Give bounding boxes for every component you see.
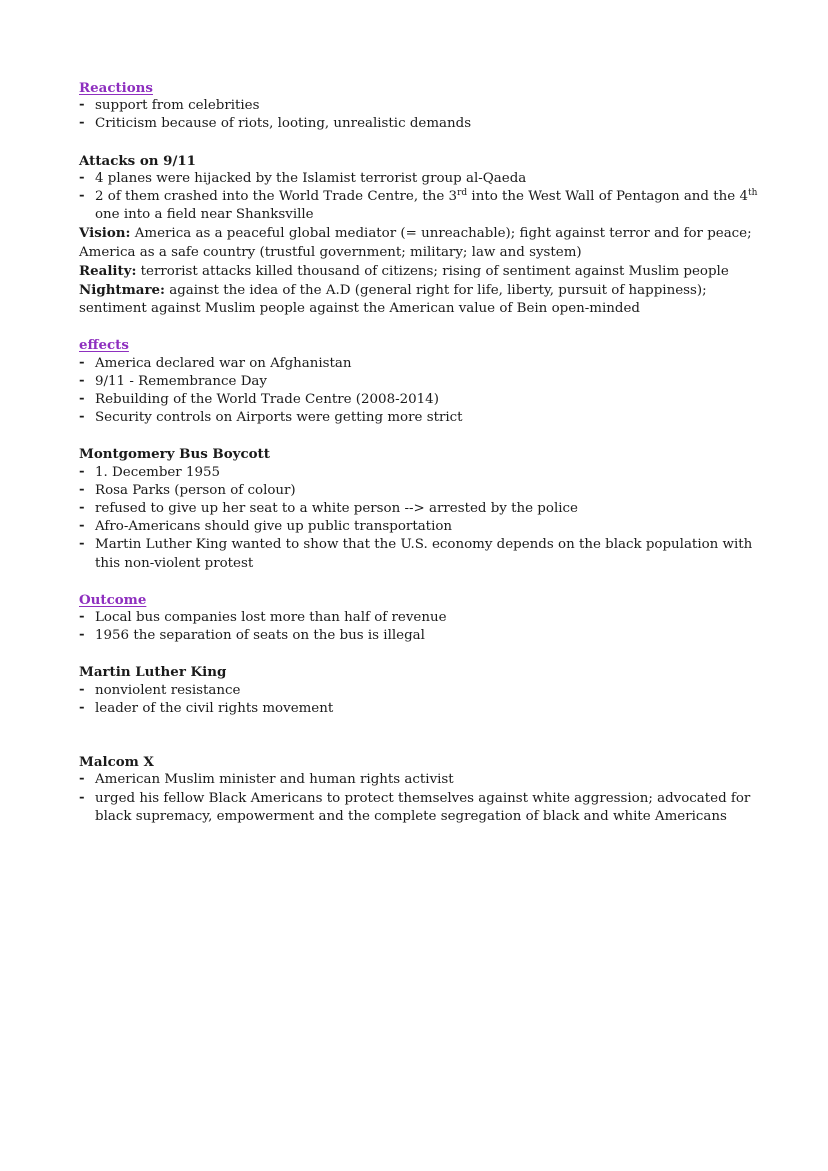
heading-bus-boycott: Montgomery Bus Boycott <box>79 446 270 463</box>
reality-paragraph <box>79 262 768 281</box>
list-item: - Afro-Americans should give up public transportation <box>79 518 768 536</box>
superscript: th <box>747 188 758 199</box>
list-reactions <box>79 97 768 133</box>
heading-effects: effects <box>79 337 129 354</box>
list-item: - 1956 the separation of seats on the bus is illegal <box>79 627 768 645</box>
heading-attacks: Attacks on 9/11 <box>79 152 197 169</box>
list-item: - nonviolent resistance <box>79 682 768 700</box>
section-bus-boycott <box>79 445 768 572</box>
list-item: - Local bus companies lost more than half of revenue <box>79 609 768 627</box>
text-run: into the West Wall of Pentagon and the 4 <box>467 189 748 205</box>
heading-outcome: Outcome <box>79 591 147 608</box>
list-outcome <box>79 609 768 645</box>
vision-text: America as a peaceful global mediator (= unreachable); fight against terror and for peace; America as a safe country (trustful government; military; law and system) <box>79 226 752 260</box>
vision-label: Vision: <box>79 225 131 242</box>
list-item: - Martin Luther King wanted to show that the U.S. economy depends on the black population with this non-violent protest <box>79 536 768 572</box>
list-item <box>79 188 768 224</box>
reality-label: Reality: <box>79 262 137 279</box>
list-item: - 1. December 1955 <box>79 464 768 482</box>
nightmare-label: Nightmare: <box>79 282 165 299</box>
list-item: - Security controls on Airports were getting more strict <box>79 409 768 427</box>
list-item: - urged his fellow Black Americans to protect themselves against white aggression; advocated for black supremacy, empowerment and the complete segregation of black and white Americans <box>79 790 768 826</box>
vision-paragraph <box>79 224 768 261</box>
list-item: - America declared war on Afghanistan <box>79 355 768 373</box>
list-item: - 4 planes were hijacked by the Islamist terrorist group al-Qaeda <box>79 170 768 188</box>
list-bus-boycott <box>79 464 768 573</box>
superscript: rd <box>457 188 468 199</box>
section-attacks <box>79 152 768 319</box>
nightmare-text: against the idea of the A.D (general right for life, liberty, pursuit of happiness); sentiment against Muslim people against the American value of Bein open-minded <box>79 283 707 317</box>
list-mlk <box>79 682 768 718</box>
section-malcom-x <box>79 753 768 826</box>
section-effects <box>79 336 768 427</box>
section-reactions <box>79 79 768 134</box>
heading-reactions: Reactions <box>79 80 153 96</box>
nightmare-paragraph <box>79 281 768 318</box>
text-run: one into a field near Shanksville <box>95 207 314 223</box>
list-item: - Rebuilding of the World Trade Centre (2008-2014) <box>79 391 768 409</box>
list-item: - refused to give up her seat to a white person --> arrested by the police <box>79 500 768 518</box>
list-malcom-x <box>79 771 768 826</box>
text-run: 2 of them crashed into the World Trade Centre, the 3 <box>95 189 458 205</box>
list-item: - American Muslim minister and human rights activist <box>79 771 768 789</box>
list-attacks <box>79 170 768 225</box>
section-mlk <box>79 663 768 718</box>
list-item: - support from celebrities <box>79 97 768 115</box>
list-effects <box>79 355 768 428</box>
list-item: - 9/11 - Remembrance Day <box>79 373 768 391</box>
list-item: - Rosa Parks (person of colour) <box>79 482 768 500</box>
section-outcome <box>79 591 768 646</box>
heading-malcom-x: Malcom X <box>79 754 154 771</box>
heading-mlk: Martin Luther King <box>79 664 227 681</box>
list-item: - leader of the civil rights movement <box>79 700 768 718</box>
reality-text: terrorist attacks killed thousand of citizens; rising of sentiment against Muslim people <box>136 263 729 279</box>
list-item: - Criticism because of riots, looting, unrealistic demands <box>79 115 768 133</box>
